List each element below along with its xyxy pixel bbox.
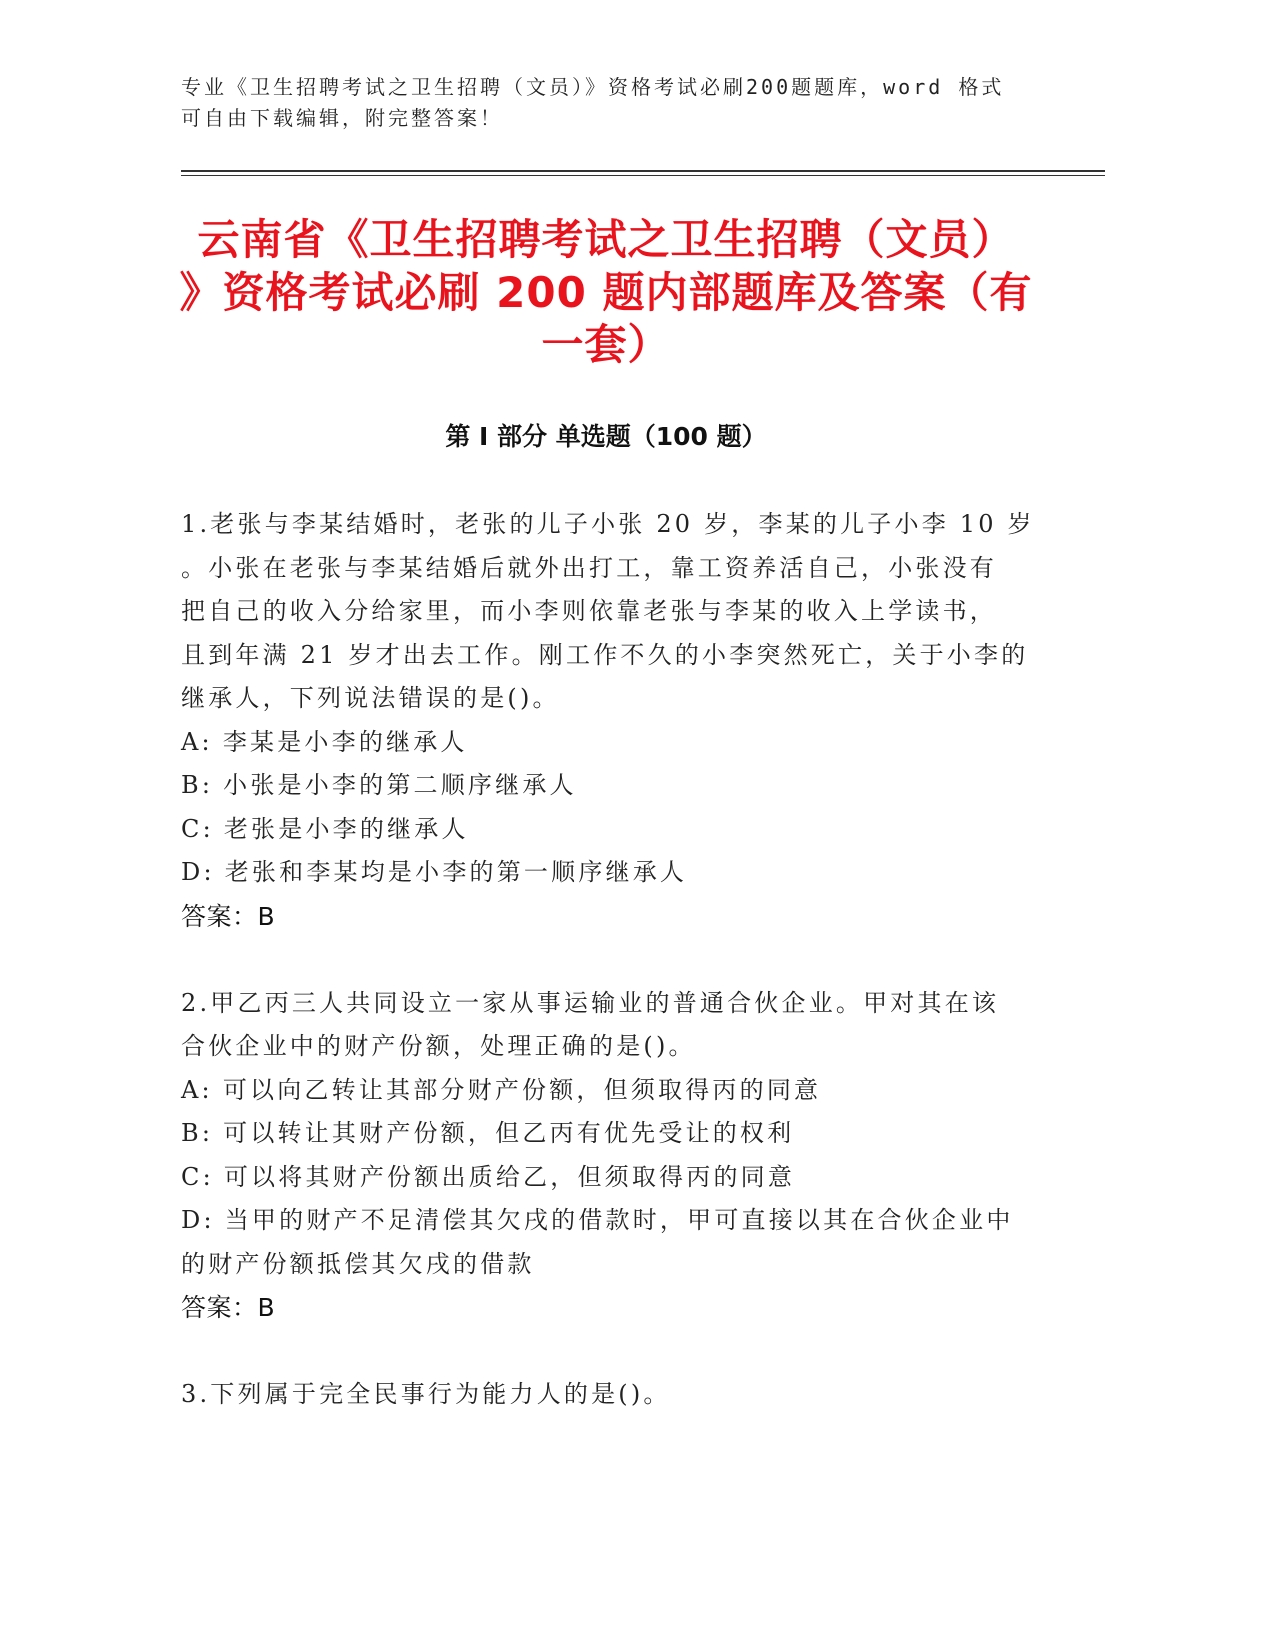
title-line: 云南省《卫生招聘考试之卫生招聘（文员） (197, 215, 1015, 264)
option-b (181, 764, 1061, 808)
document-header-note (181, 72, 1004, 134)
option-label: C: (181, 814, 214, 843)
option-row (181, 721, 1061, 765)
option-label: C: (181, 1162, 214, 1191)
option-a (181, 721, 1061, 765)
question-stem (181, 982, 1061, 1069)
document-title (171, 214, 1041, 372)
stem-line: 。小张在老张与李某结婚后就外出打工，靠工资养活自己，小张没有 (181, 553, 997, 582)
option-row (181, 808, 1061, 852)
option-a (181, 1069, 1061, 1113)
question-1 (181, 503, 1061, 938)
answer-value: B (257, 1293, 276, 1322)
section-heading: 第 I 部分 单选题（100 题） (445, 422, 767, 451)
option-c (181, 1156, 1061, 1200)
option-label: D: (181, 858, 215, 886)
option-text: 小张是小李的第二顺序继承人 (223, 771, 577, 799)
option-b (181, 1112, 1061, 1156)
stem-line: 且到年满 21 岁才出去工作。刚工作不久的小李突然死亡，关于小李的 (181, 640, 1029, 669)
option-label: B: (181, 1119, 214, 1147)
option-d (181, 851, 1061, 895)
option-text: 老张和李某均是小李的第一顺序继承人 (224, 858, 688, 886)
title-line: 一套） (541, 320, 671, 369)
option-text: 可以向乙转让其部分财产份额，但须取得丙的同意 (222, 1075, 822, 1104)
question-3 (181, 1373, 1061, 1417)
header-note-line: 可自由下载编辑，附完整答案！ (181, 106, 503, 130)
option-row (181, 764, 1061, 808)
answer-label: 答案： (181, 901, 258, 931)
option-row (181, 851, 1061, 895)
question-2 (181, 982, 1061, 1330)
option-label: A: (181, 727, 213, 756)
stem-line: 3.下列属于完全民事行为能力人的是()。 (181, 1380, 671, 1408)
option-c (181, 808, 1061, 852)
title-line: 》资格考试必刷 200 题内部题库及答案（有 (179, 267, 1033, 317)
option-label: D: (181, 1206, 215, 1234)
stem-line: 继承人，下列说法错误的是()。 (181, 684, 560, 712)
option-row (181, 1199, 1061, 1243)
question-list (181, 503, 1061, 1460)
answer-line (181, 1286, 1061, 1330)
answer-label: 答案： (181, 1293, 258, 1322)
answer-line (181, 895, 1061, 939)
option-d (181, 1199, 1061, 1286)
option-row (181, 1156, 1061, 1200)
option-label: B: (181, 771, 214, 799)
answer-value: B (257, 901, 276, 931)
stem-line: 1.老张与李某结婚时，老张的儿子小张 20 岁，李某的儿子小李 10 岁 (181, 510, 1035, 538)
header-note-line: 专业《卫生招聘考试之卫生招聘（文员）》资格考试必刷200题题库，word 格式 (181, 75, 1005, 99)
header-divider (181, 170, 1105, 176)
option-text: 李某是小李的继承人 (222, 727, 468, 756)
option-row (181, 1069, 1061, 1113)
stem-line: 2.甲乙丙三人共同设立一家从事运输业的普通合伙企业。甲对其在该 (181, 988, 1000, 1017)
option-label: A: (181, 1075, 213, 1104)
option-text: 可以将其财产份额出质给乙，但须取得丙的同意 (223, 1162, 796, 1191)
option-text-continuation: 的财产份额抵偿其欠戌的借款 (181, 1249, 535, 1278)
stem-line: 把自己的收入分给家里，而小李则依靠老张与李某的收入上学读书， (181, 597, 997, 625)
question-stem (181, 503, 1061, 721)
option-text: 当甲的财产不足清偿其欠戌的借款时，甲可直接以其在合伙企业中 (224, 1206, 1014, 1234)
option-row (181, 1112, 1061, 1156)
question-stem (181, 1373, 1061, 1417)
option-text: 可以转让其财产份额，但乙丙有优先受让的权利 (223, 1119, 795, 1147)
stem-line: 合伙企业中的财产份额，处理正确的是()。 (181, 1032, 696, 1060)
option-text: 老张是小李的继承人 (223, 814, 469, 843)
